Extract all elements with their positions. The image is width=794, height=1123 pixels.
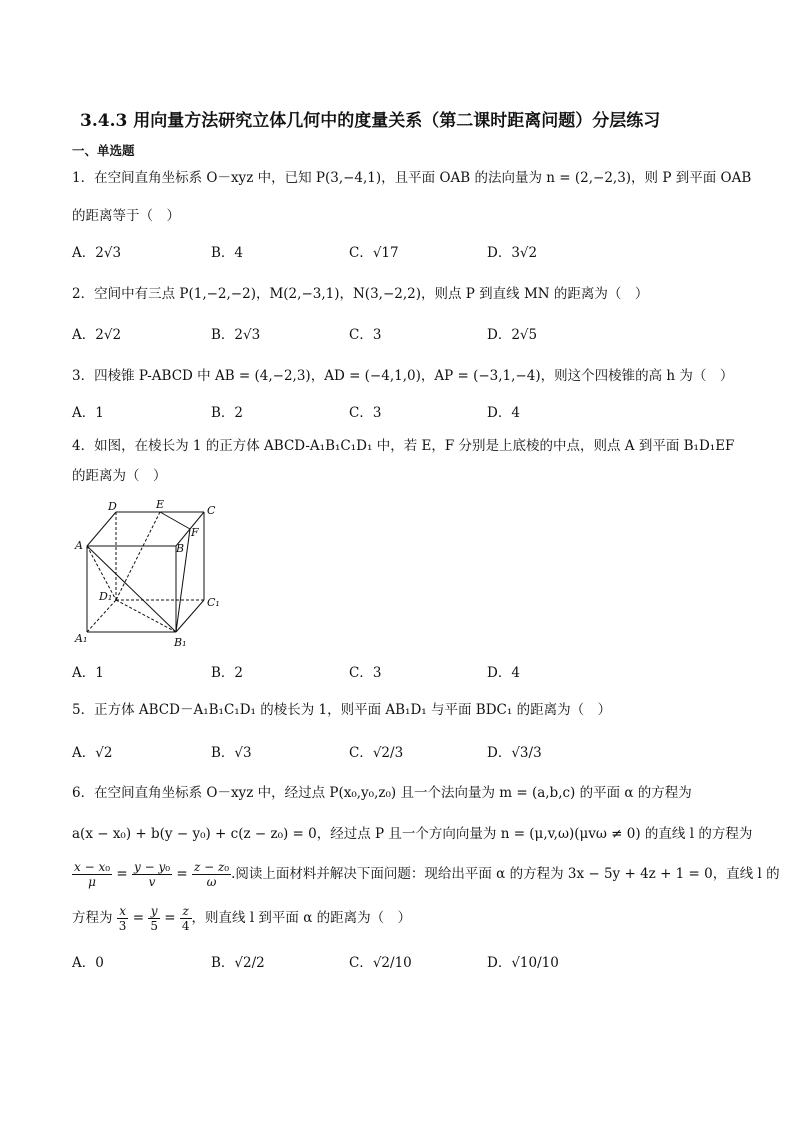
question-4-option-b: B．2 bbox=[211, 665, 244, 681]
label-A1: A₁ bbox=[75, 632, 88, 645]
question-2-option-a: A．2√2 bbox=[72, 327, 122, 343]
question-1-option-b: B．4 bbox=[211, 245, 244, 261]
question-2-option-b: B．2√3 bbox=[211, 327, 261, 343]
question-6-line-4-head: 方程为 bbox=[72, 910, 113, 926]
label-C1: C₁ bbox=[207, 596, 220, 609]
question-5-option-c: C．√2/3 bbox=[349, 745, 404, 761]
question-4-option-a: A．1 bbox=[72, 665, 104, 681]
question-3-line-1: 3．四棱锥 P-ABCD 中 AB = (4,−2,3)，AD = (−4,1,0)，AP = (−3,1,−4)，则这个四棱锥的高 h 为（ ） bbox=[72, 368, 734, 384]
question-6-option-a: A．0 bbox=[72, 955, 104, 971]
label-D1: D₁ bbox=[99, 590, 113, 603]
question-2-line-1: 2．空间中有三点 P(1,−2,−2)，M(2,−3,1)，N(3,−2,2)，则点 P 到直线 MN 的距离为（ ） bbox=[72, 286, 649, 302]
question-6-option-b: B．√2/2 bbox=[211, 955, 265, 971]
question-5-option-a: A．√2 bbox=[72, 745, 113, 761]
question-1-line-2: 的距离等于（ ） bbox=[72, 208, 180, 224]
page-title: 3.4.3 用向量方法研究立体几何中的度量关系（第二课时距离问题）分层练习 bbox=[80, 111, 661, 131]
cube-figure bbox=[72, 496, 232, 652]
section-heading: 一、单选题 bbox=[72, 143, 135, 158]
question-4-option-c: C．3 bbox=[349, 665, 382, 681]
label-A: A bbox=[75, 539, 83, 552]
label-E: E bbox=[156, 498, 165, 511]
question-4-line-1: 4．如图，在棱长为 1 的正方体 ABCD-A₁B₁C₁D₁ 中，若 E，F 分别是上底棱的中点，则点 A 到平面 B₁D₁EF bbox=[72, 438, 735, 454]
question-1-option-a: A．2√3 bbox=[72, 245, 122, 261]
question-5-option-b: B．√3 bbox=[211, 745, 252, 761]
question-6-line-3 bbox=[72, 860, 780, 889]
question-3-option-c: C．3 bbox=[349, 405, 382, 421]
question-1-line-1: 1．在空间直角坐标系 O－xyz 中，已知 P(3,−4,1)，且平面 OAB 的法向量为 n = (2,−2,3)，则 P 到平面 OAB bbox=[72, 170, 752, 186]
question-3-option-d: D．4 bbox=[487, 405, 520, 421]
question-6-line-4-tail: ，则直线 l 到平面 α 的距离为（ ） bbox=[191, 910, 412, 926]
question-4-option-d: D．4 bbox=[487, 665, 520, 681]
question-6-option-d: D．√10/10 bbox=[487, 955, 559, 971]
label-D: D bbox=[108, 500, 117, 513]
question-1-option-d: D．3√2 bbox=[487, 245, 538, 261]
question-3-option-a: A．1 bbox=[72, 405, 104, 421]
question-6-line-3-text: .阅读上面材料并解决下面问题：现给出平面 α 的方程为 3x − 5y + 4z + 1 = 0，直线 l 的 bbox=[231, 866, 780, 882]
label-C: C bbox=[207, 504, 216, 517]
question-2-option-c: C．3 bbox=[349, 327, 382, 343]
question-6-option-c: C．√2/10 bbox=[349, 955, 412, 971]
question-6-line-4 bbox=[72, 904, 732, 933]
label-F: F bbox=[191, 526, 199, 539]
line-equation-fractions: $\frac{\text{x − x₀}}{\mu}$ = $\frac{\text{y − y₀}}{v}$ = $\frac{\text{z − z₀}}{\omega}$ bbox=[74, 860, 230, 889]
question-6-line-1: 6．在空间直角坐标系 O－xyz 中，经过点 P(x₀,y₀,z₀) 且一个法向量为 m = (a,b,c) 的平面 α 的方程为 bbox=[72, 785, 692, 801]
line-l-equation: $\frac{x}{3}$ = $\frac{y}{5}$ = $\frac{z}{4}$ bbox=[118, 904, 190, 933]
question-3-option-b: B．2 bbox=[211, 405, 244, 421]
question-5-option-d: D．√3/3 bbox=[487, 745, 542, 761]
question-4-line-2: 的距离为（ ） bbox=[72, 468, 167, 484]
question-2-option-d: D．2√5 bbox=[487, 327, 538, 343]
question-5-line-1: 5．正方体 ABCD－A₁B₁C₁D₁ 的棱长为 1，则平面 AB₁D₁ 与平面 BDC₁ 的距离为（ ） bbox=[72, 702, 612, 718]
question-6-line-2: a(x − x₀) + b(y − y₀) + c(z − z₀) = 0，经过点 P 且一个方向向量为 n = (μ,v,ω)(μvω ≠ 0) 的直线 l 的方程为 bbox=[72, 826, 753, 842]
label-B1: B₁ bbox=[174, 636, 187, 649]
label-B: B bbox=[176, 542, 185, 555]
question-1-option-c: C．√17 bbox=[349, 245, 399, 261]
